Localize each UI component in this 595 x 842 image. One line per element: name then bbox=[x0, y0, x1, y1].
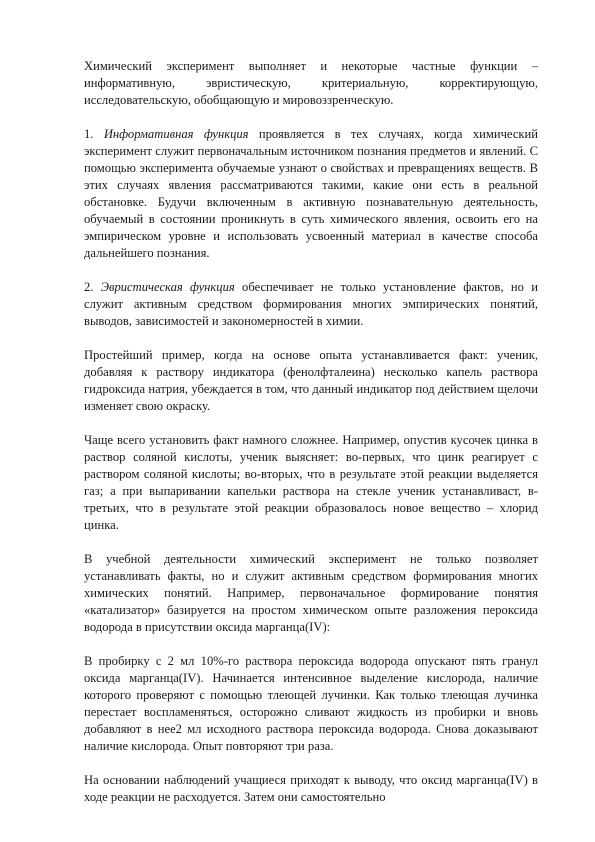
function-term: Эвристическая функция bbox=[100, 280, 235, 294]
paragraph-conclusion: На основании наблюдений учащиеся приходят к выводу, что оксид марганца(IV) в ходе реакции не расходуется. Затем они самостоятельно bbox=[84, 773, 538, 804]
paragraph-experiment: В пробирку с 2 мл 10%-го раствора пероксида водорода опускают пять гранул оксида марганца(IV). Начинается интенсивное выделение кислорода, наличие которого проверяют с помощью тлеющей лучинки. Как только тлеющая лучинка перестает воспламеняться, осторожно сливают жидкость из пробирки и вновь добавляют в нее2 мл исходного раствора пероксида водорода. Снова доказывают наличие кислорода. Опыт повторяют три раза. bbox=[84, 654, 538, 753]
paragraph-body: обеспечивает не только установление фактов, но и служит активным средством формирования многих эмпирических понятий, выводов, зависимостей и закономерностей в химии. bbox=[84, 280, 538, 328]
paragraph-informative-function bbox=[84, 126, 538, 262]
paragraph-simple-example: Простейший пример, когда на основе опыта устанавливается факт: ученик, добавляя к раствору индикатора (фенолфталеина) несколько капель раствора гидроксида натрия, убеждается в том, что данный индикатор под действием щелочи изменяет свою окраску. bbox=[84, 348, 538, 413]
paragraph-number: 1. bbox=[84, 127, 94, 141]
paragraph-number: 2. bbox=[84, 280, 94, 294]
paragraph-body: проявляется в тех случаях, когда химический эксперимент служит первоначальным источником познания предметов и явлений. С помощью эксперимента обучаемые узнают о свойствах и превращениях веществ. В этих случаях явления рассматриваются такими, какие они есть в реальной обстановке. Будучи включенным в активную познавательную деятельность, обучаемый в состоянии проникнуть в суть химического явления, освоить его на эмпирическом уровне и использовать усвоенный материал в качестве способа дальнейшего познания. bbox=[84, 127, 539, 260]
function-term: Информативная функция bbox=[103, 127, 249, 141]
paragraph-heuristic-function bbox=[84, 279, 538, 330]
paragraph-zinc-example: Чаще всего установить факт намного сложнее. Например, опустив кусочек цинка в раствор соляной кислоты, ученик выясняет: во-первых, что цинк реагирует с раствором соляной кислоты; во-вторых, что в результате этой реакции выделяется газ; а при выпаривании капельки раствора на стекле ученик устанавливаст, в-третьих, что в результате этой реакции образовалось новое вещество – хлорид цинка. bbox=[84, 433, 538, 532]
paragraph-intro: Химический эксперимент выполняет и некоторые частные функции – информативную, эвристическую, критериальную, корректирующую, исследовательскую, обобщающую и мировоззренческую. bbox=[84, 59, 538, 107]
paragraph-catalyst-concept: В учебной деятельности химический эксперимент не только позволяет устанавливать факты, но и служит активным средством формирования многих химических понятий. Например, первоначальное формирование понятия «катализатор» базируется на простом химическом опыте разложения пероксида водорода в присутствии оксида марганца(IV): bbox=[84, 552, 538, 634]
